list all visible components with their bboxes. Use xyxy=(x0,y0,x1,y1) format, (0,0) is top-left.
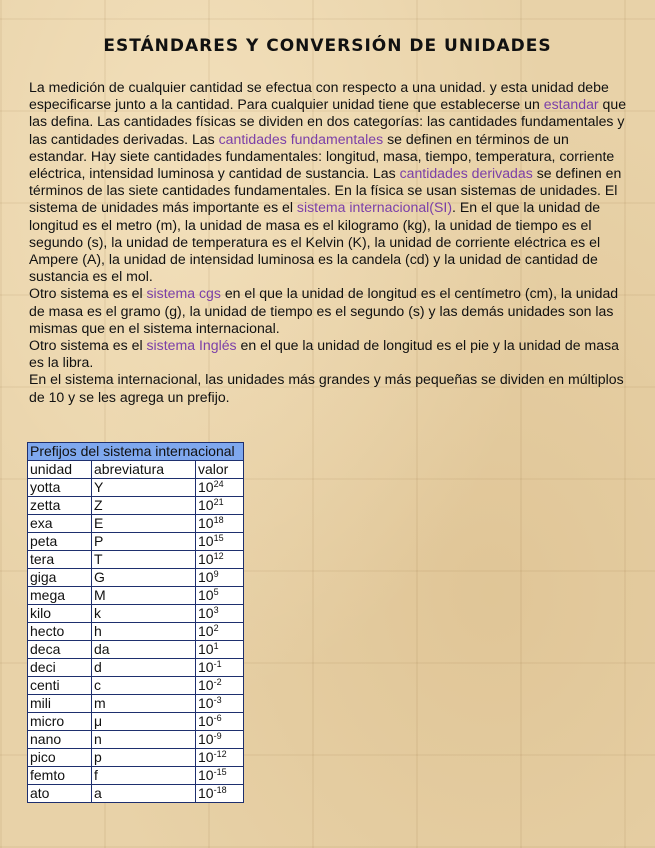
prefix-table xyxy=(27,442,244,803)
valor-base: 10 xyxy=(198,749,214,765)
valor-exponent: -6 xyxy=(213,713,222,723)
cell-unidad: hecto xyxy=(28,623,92,641)
valor-exponent: 12 xyxy=(213,551,224,561)
cell-abreviatura: T xyxy=(92,551,196,569)
valor-base: 10 xyxy=(198,641,214,657)
column-header-valor: valor xyxy=(196,461,244,479)
cell-abreviatura: M xyxy=(92,587,196,605)
cell-abreviatura: m xyxy=(92,695,196,713)
text-segment: que las defina. Las cantidades físicas se dividen en dos categorías: las cantidades fundamentales y las cantidades derivadas. Las xyxy=(29,96,627,147)
valor-exponent: 24 xyxy=(213,479,224,489)
cell-unidad: pico xyxy=(28,749,92,767)
cell-valor xyxy=(196,569,244,587)
text-segment: Otro sistema es el xyxy=(29,337,147,354)
text-segment: . En el que la unidad de longitud es el metro (m), la unidad de masa es el kilogramo (kg), la unidad de tiempo es el segundo (s), la unidad de temperatura es el Kelvin (K), la unidad de corriente eléctrica es el Ampere (A), la unidad de intensidad luminosa es la candela (cd) y la unidad de cantidad de sustancia es el mol. xyxy=(29,199,601,285)
table-row xyxy=(28,659,244,677)
cell-unidad: mega xyxy=(28,587,92,605)
table-row xyxy=(28,695,244,713)
table-row xyxy=(28,713,244,731)
paragraph-ingles xyxy=(29,337,627,371)
cell-unidad: zetta xyxy=(28,497,92,515)
valor-base: 10 xyxy=(198,479,214,495)
valor-base: 10 xyxy=(198,587,214,603)
cell-unidad: nano xyxy=(28,731,92,749)
valor-base: 10 xyxy=(198,605,214,621)
cell-unidad: yotta xyxy=(28,479,92,497)
cell-abreviatura: c xyxy=(92,677,196,695)
cell-valor xyxy=(196,533,244,551)
valor-base: 10 xyxy=(198,767,214,783)
link-cantidades-fundamentales[interactable]: cantidades fundamentales xyxy=(218,130,384,147)
valor-exponent: 3 xyxy=(213,605,219,615)
cell-abreviatura: da xyxy=(92,641,196,659)
valor-exponent: 2 xyxy=(213,623,219,633)
valor-base: 10 xyxy=(198,515,214,531)
cell-valor xyxy=(196,785,244,803)
link-sistema-ingles[interactable]: sistema Inglés xyxy=(146,337,237,354)
cell-valor xyxy=(196,767,244,785)
valor-exponent: 5 xyxy=(213,587,219,597)
cell-unidad: micro xyxy=(28,713,92,731)
column-header-abreviatura: abreviatura xyxy=(92,461,196,479)
cell-valor xyxy=(196,695,244,713)
valor-exponent: -12 xyxy=(213,749,227,759)
cell-unidad: deci xyxy=(28,659,92,677)
cell-unidad: mili xyxy=(28,695,92,713)
valor-base: 10 xyxy=(198,551,214,567)
valor-base: 10 xyxy=(198,713,214,729)
cell-valor xyxy=(196,605,244,623)
cell-abreviatura: μ xyxy=(92,713,196,731)
cell-unidad: kilo xyxy=(28,605,92,623)
cell-abreviatura: G xyxy=(92,569,196,587)
cell-valor xyxy=(196,713,244,731)
table-row xyxy=(28,767,244,785)
table-row xyxy=(28,677,244,695)
cell-unidad: peta xyxy=(28,533,92,551)
table-row xyxy=(28,497,244,515)
cell-valor xyxy=(196,659,244,677)
text-segment: se definen en términos de un estandar. Hay siete cantidades fundamentales: longitud, masa, tiempo, temperatura, corriente eléctrica, intensidad luminosa y cantidad de sustancia. Las xyxy=(29,130,615,182)
valor-exponent: 1 xyxy=(213,641,219,651)
link-cantidades-derivadas[interactable]: cantidades derivadas xyxy=(399,165,533,182)
cell-abreviatura: P xyxy=(92,533,196,551)
text-segment: La medición de cualquier cantidad se efectua con respecto a una unidad. y esta unidad debe especificarse junto a la cantidad. Para cualquier unidad tiene que establecerse un xyxy=(29,79,609,113)
link-sistema-cgs[interactable]: sistema cgs xyxy=(146,285,221,302)
paragraph-intro xyxy=(29,79,627,285)
cell-abreviatura: Y xyxy=(92,479,196,497)
table-row xyxy=(28,569,244,587)
text-segment: Otro sistema es el xyxy=(29,285,147,302)
cell-valor xyxy=(196,677,244,695)
table-row xyxy=(28,731,244,749)
cell-abreviatura: n xyxy=(92,731,196,749)
valor-base: 10 xyxy=(198,569,214,585)
table-row xyxy=(28,641,244,659)
table-row xyxy=(28,533,244,551)
cell-unidad: deca xyxy=(28,641,92,659)
cell-valor xyxy=(196,623,244,641)
cell-valor xyxy=(196,641,244,659)
link-estandar[interactable]: estandar xyxy=(543,96,599,113)
text-segment: en el que la unidad de longitud es el centímetro (cm), la unidad de masa es el gramo (g), la unidad de tiempo es el segundo (s) y las demás unidades son las mismas que en el sistema internacional. xyxy=(29,285,619,336)
cell-valor xyxy=(196,551,244,569)
table-row xyxy=(28,515,244,533)
text-segment: se definen en términos de las siete cantidades fundamentales. En la física se usan sistemas de unidades. El sistema de unidades más importante es el xyxy=(29,165,622,216)
valor-exponent: 21 xyxy=(213,497,224,507)
valor-base: 10 xyxy=(198,677,214,693)
valor-exponent: -9 xyxy=(213,731,222,741)
valor-exponent: -1 xyxy=(213,659,222,669)
column-header-unidad: unidad xyxy=(28,461,92,479)
cell-unidad: ato xyxy=(28,785,92,803)
table-row xyxy=(28,749,244,767)
cell-unidad: exa xyxy=(28,515,92,533)
valor-base: 10 xyxy=(198,497,214,513)
table-row xyxy=(28,479,244,497)
page-title: ESTÁNDARES Y CONVERSIÓN DE UNIDADES xyxy=(103,36,552,56)
cell-valor xyxy=(196,479,244,497)
valor-base: 10 xyxy=(198,695,214,711)
table-row xyxy=(28,605,244,623)
cell-unidad: centi xyxy=(28,677,92,695)
valor-exponent: -3 xyxy=(213,695,222,705)
valor-base: 10 xyxy=(198,533,214,549)
valor-base: 10 xyxy=(198,623,214,639)
cell-abreviatura: h xyxy=(92,623,196,641)
cell-abreviatura: p xyxy=(92,749,196,767)
valor-exponent: -15 xyxy=(213,767,227,777)
valor-exponent: 15 xyxy=(213,533,224,543)
cell-unidad: femto xyxy=(28,767,92,785)
text-segment: en el que la unidad de longitud es el pie y la unidad de masa es la libra. xyxy=(29,337,619,371)
cell-abreviatura: d xyxy=(92,659,196,677)
table-caption: Prefijos del sistema internacional xyxy=(28,443,244,461)
cell-abreviatura: k xyxy=(92,605,196,623)
table-row xyxy=(28,623,244,641)
valor-base: 10 xyxy=(198,785,214,801)
valor-exponent: 18 xyxy=(213,515,224,525)
table-row xyxy=(28,551,244,569)
valor-exponent: -2 xyxy=(213,677,222,687)
cell-valor xyxy=(196,515,244,533)
article-body xyxy=(29,79,627,406)
cell-abreviatura: E xyxy=(92,515,196,533)
cell-abreviatura: a xyxy=(92,785,196,803)
paragraph-cgs xyxy=(29,285,627,337)
cell-unidad: tera xyxy=(28,551,92,569)
table-body xyxy=(28,479,244,803)
valor-base: 10 xyxy=(198,731,214,747)
valor-base: 10 xyxy=(198,659,214,675)
cell-valor xyxy=(196,587,244,605)
valor-exponent: 9 xyxy=(213,569,219,579)
cell-valor xyxy=(196,749,244,767)
cell-abreviatura: f xyxy=(92,767,196,785)
paragraph-prefijos: En el sistema internacional, las unidades más grandes y más pequeñas se dividen en múltiplos de 10 y se les agrega un prefijo. xyxy=(29,371,624,405)
table-header-row xyxy=(28,461,244,479)
link-sistema-internacional[interactable]: sistema internacional(SI) xyxy=(296,199,453,216)
cell-valor xyxy=(196,731,244,749)
cell-valor xyxy=(196,497,244,515)
cell-abreviatura: Z xyxy=(92,497,196,515)
valor-exponent: -18 xyxy=(213,785,227,795)
table-row xyxy=(28,785,244,803)
table-row xyxy=(28,587,244,605)
cell-unidad: giga xyxy=(28,569,92,587)
